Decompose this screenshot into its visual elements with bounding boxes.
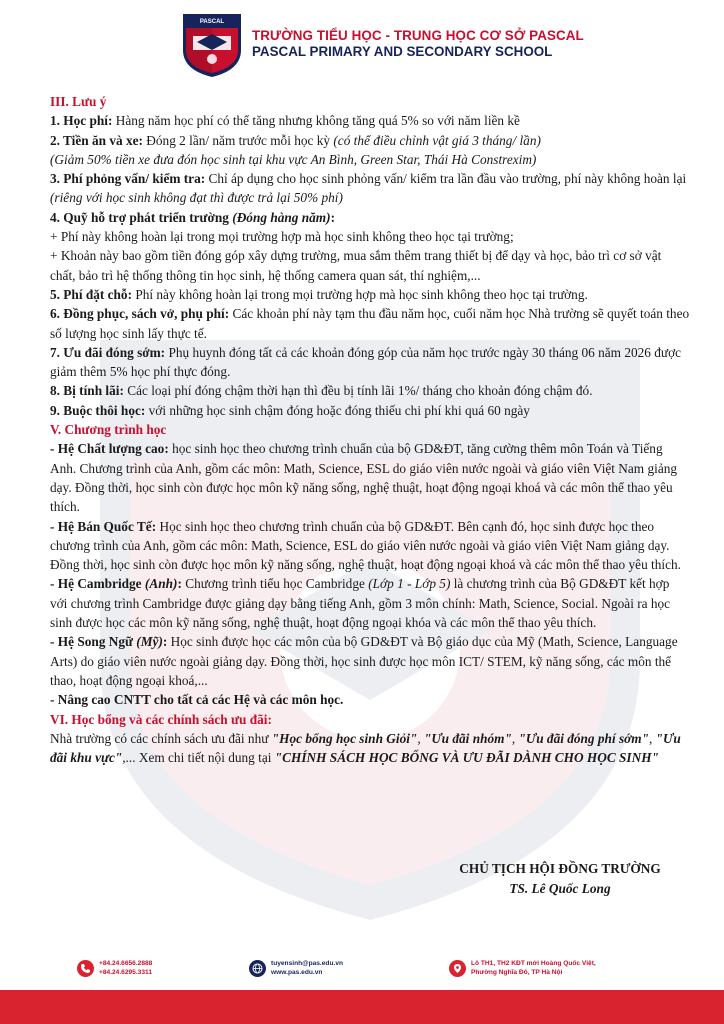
program-cambridge: - Hệ Cambridge (Anh): Chương trình tiểu học Cambridge (Lớp 1 - Lớp 5) là chương trình của Bộ GD&ĐT kết hợp với chương trình Cambridge được giảng dạy bằng tiếng Anh, gồm 3 môn chính: Math, Science, Social. Ngoài ra học sinh được học các môn kỹ năng sống, nghệ thuật, hoạt động ngoại khóa và các môn thể thao yêu thích. [50,576,671,631]
note-text: Phụ huynh đóng tất cả các khoản đóng góp của năm học trước ngày 30 tháng 06 năm 2026 được giảm thêm 5% học phí thực đóng. [50,344,682,380]
note-item-9 [50,401,690,420]
footer-phones [99,960,152,977]
note-italic: (Đóng hàng năm) [232,209,331,225]
signature-title: CHỦ TỊCH HỘI ĐỒNG TRƯỜNG [459,861,661,876]
note-label: 8. Bị tính lãi: [50,383,124,399]
note-item-5 [50,285,690,304]
phone-number[interactable]: +84.24.6656.2888 [99,960,153,967]
note-label: 9. Buộc thôi học: [50,402,146,418]
note-text: Đóng 2 lần/ năm trước mỗi học kỳ [142,132,334,148]
program-label: - Hệ Cambridge [50,576,145,592]
footer-address: Lô TH1, TH2 KĐT mới Hoàng Quốc Việt, Phường Nghĩa Đô, TP Hà Nội [471,960,596,976]
svg-text:PASCAL: PASCAL [199,19,225,25]
note-label: 3. Phí phỏng vấn/ kiểm tra: [50,171,206,187]
section-title-curriculum: V. Chương trình học [50,422,167,438]
note-label: 5. Phí đặt chỗ: [50,286,133,302]
note-label: 2. Tiền ăn và xe: [50,132,143,148]
email-link[interactable]: tuyensinh@pas.edu.vn [271,960,344,967]
note-text: Hàng năm học phí có thể tăng nhưng không tăng quá 5% so với năm liền kề [112,113,520,129]
note-item-4-bullet-1: + Phí này không hoàn lại trong mọi trường hợp mà học sinh không theo học tại trường; [50,229,514,245]
bottom-color-bar [0,990,724,1024]
school-name-vn: TRƯỜNG TIỂU HỌC - TRUNG HỌC CƠ SỞ PASCAL [252,28,584,43]
program-bilingual: - Hệ Song Ngữ (Mỹ): Học sinh được học các môn của bộ GD&ĐT và Bộ giáo dục của Mỹ (Math, Science, Language Arts) do giáo viên nước ngoài giảng dạy. Đồng thời, học sinh được học môn ICT/ STEM, kỹ năng sống, các môn thể thao, hoạt động ngoại khoá,... [50,634,678,688]
program-text: Học sinh học theo chương trình chuẩn của bộ GD&ĐT. Bên cạnh đó, học sinh được học theo chương trình của Anh, gồm các môn: Math, Science, ESL do giáo viên nước ngoài và giáo viên Việt Nam giảng dạy. Đồng thời, học sinh còn được học môn kỹ năng sống, nghệ thuật, hoạt động ngoại khoá và các môn thể thao yêu thích. [50,518,681,573]
school-name-en: PASCAL PRIMARY AND SECONDARY SCHOOL [252,44,553,59]
section-title-notes: III. Lưu ý [50,94,107,109]
program-text: học sinh học theo chương trình chuẩn của bộ GD&ĐT, tăng cường thêm môn Toán và Tiếng Anh. Chương trình của Anh, gồm các môn: Math, Science, ESL do giáo viên nước ngoài và giáo viên Việt Nam giảng dạy. Đồng thời, học sinh còn được học môn kỹ năng sống, nghệ thuật, hoạt động ngoại khoá và các môn thể thao yêu thích. [50,441,678,515]
document-body [50,92,690,767]
note-text: với những học sinh chậm đóng hoặc đóng thiếu chi phí khi quá 60 ngày [145,402,530,418]
note-label: 1. Học phí: [50,113,113,129]
globe-icon [249,960,266,977]
note-label: 4. Quỹ hỗ trợ phát triển trường [50,209,233,225]
section-title-scholarships: VI. Học bổng và các chính sách ưu đãi: [50,711,272,727]
note-item-4: 4. Quỹ hỗ trợ phát triển trường (Đóng hàng năm): [50,209,335,225]
note-item-8 [50,381,690,400]
note-item-2-discount: (Giảm 50% tiền xe đưa đón học sinh tại khu vực An Bình, Green Star, Thái Hà Constrexim) [50,151,537,167]
page-footer [0,948,724,988]
note-text: Các khoản phí này tạm thu đầu năm học, cuối năm học Nhà trường sẽ quyết toán theo số lượng học sinh lấy thực tế. [50,306,690,341]
note-label: 6. Đồng phục, sách vở, phụ phí: [50,306,230,322]
school-logo [181,12,243,78]
location-pin-icon [449,960,466,977]
note-item-1 [50,111,690,130]
website-link[interactable]: www.pas.edu.vn [271,968,323,976]
note-item-3 [50,169,690,208]
signature-name: TS. Lê Quốc Long [509,881,611,896]
note-item-6 [50,304,690,343]
note-text: Phí này không hoàn lại trong mọi trường hợp mà học sinh không theo học tại trường. [132,286,588,302]
note-text: Chỉ áp dụng cho học sinh phỏng vấn/ kiểm tra lần đầu vào trường, phí này không hoàn lại [205,171,687,187]
program-label: - Hệ Song Ngữ [50,634,137,650]
program-it-enhancement: - Nâng cao CNTT cho tất cả các Hệ và các môn học. [50,692,344,708]
phone-number[interactable]: +84.24.6295.3311 [99,968,152,976]
note-italic: (có thể điều chỉnh vật giá 3 tháng/ lần) [333,132,541,148]
program-high-quality [50,439,690,516]
note-item-7 [50,343,690,382]
note-label: 7. Ưu đãi đóng sớm: [50,344,166,360]
note-item-4-bullet-2: + Khoản này bao gồm tiền đóng góp xây dựng trường, mua sắm thêm trang thiết bị để dạy và học, bảo trì cơ sở vật chất, bảo trì hệ thống thông tin học sinh, hệ thống camera quan sát, thí nghiệm,... [50,248,662,283]
scholarship-policy-text: Nhà trường có các chính sách ưu đãi như "Học bổng học sinh Giỏi", "Ưu đãi nhóm", "Ưu đãi đóng phí sớm", "Ưu đãi khu vực",... Xem chi tiết nội dung tại "CHÍNH SÁCH HỌC BỔNG VÀ ƯU ĐÃI DÀNH CHO HỌC SINH" [50,730,681,766]
note-italic: (riêng với học sinh không đạt thì được trả lại 50% phí) [50,190,343,206]
program-text: Học sinh được học các môn của bộ GD&ĐT và Bộ giáo dục của Mỹ (Math, Science, Language Arts) do giáo viên nước ngoài giảng dạy. Đồng thời, học sinh được học môn ICT/ STEM, kỹ năng sống, các môn thể thao, hoạt động ngoại khoá,... [50,634,678,688]
note-text: Các loại phí đóng chậm thời hạn thì đều bị tính lãi 1%/ tháng cho khoản đóng chậm đó. [123,383,593,399]
page-header [0,0,724,82]
note-item-2 [50,131,690,150]
program-semi-international [50,517,690,575]
program-label: - Hệ Chất lượng cao: [50,441,169,457]
program-text: là chương trình của Bộ GD&ĐT kết hợp với chương trình Cambridge được giảng dạy bằng tiếng Anh, gồm 3 môn chính: Math, Science, Social. Ngoài ra học sinh được học các môn kỹ năng sống, nghệ thuật, hoạt động ngoại khóa và các môn thể thao yêu thích. [50,576,671,631]
program-label: - Hệ Bán Quốc Tế: [50,518,157,534]
footer-contact [271,960,343,977]
phone-icon [77,960,94,977]
